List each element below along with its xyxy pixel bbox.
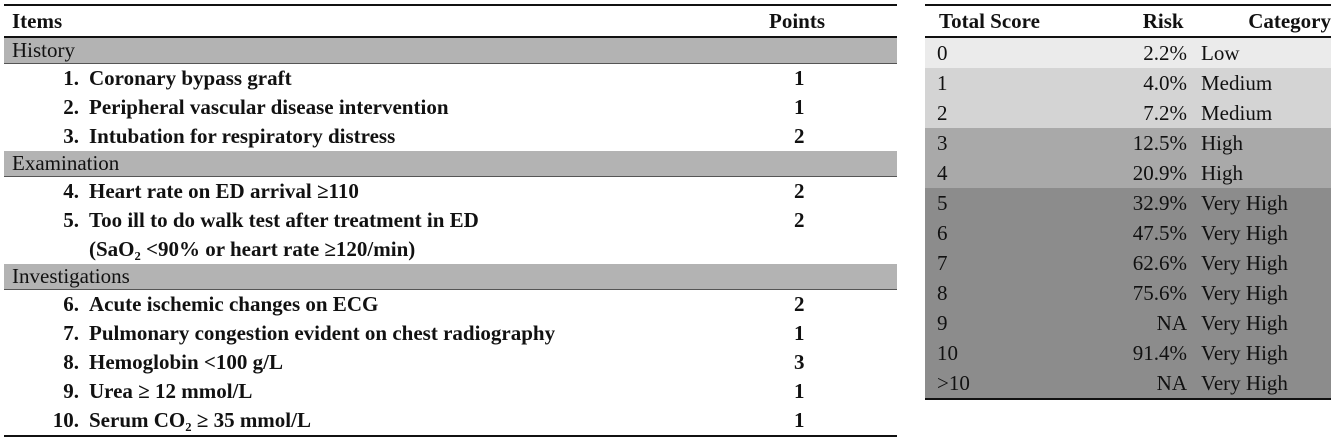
item-text: Intubation for respiratory distress (89, 124, 396, 148)
score-cell: 5 (937, 190, 948, 215)
risk-cell: 91.4% (1132, 340, 1187, 365)
risk-cell: 75.6% (1132, 280, 1187, 305)
score-cell: 9 (937, 310, 948, 335)
item-number: 5. (63, 208, 79, 232)
score-cell: 1 (937, 70, 948, 95)
category-cell: Low (1201, 40, 1240, 65)
item-text: Serum CO₂ ≥ 35 mmol/L (89, 408, 311, 432)
item-text: Acute ischemic changes on ECG (89, 292, 379, 316)
item-number: 8. (63, 350, 79, 374)
score-cell: 3 (937, 130, 948, 155)
section-investigations: Investigations (4, 264, 897, 290)
score-cell: 10 (937, 340, 958, 365)
category-cell: Very High (1201, 190, 1288, 215)
item-text-multiline (89, 206, 794, 264)
risk-cell: NA (1156, 370, 1187, 395)
table-row (4, 377, 897, 406)
section-history: History (4, 38, 897, 64)
table-row (925, 368, 1331, 398)
item-number: 1. (63, 66, 79, 90)
item-text: Hemoglobin <100 g/L (89, 350, 283, 374)
table-row (925, 308, 1331, 338)
table-row (925, 98, 1331, 128)
item-points: 1 (794, 321, 805, 345)
total-score-column-header: Total Score (939, 8, 1040, 33)
item-text: Too ill to do walk test after treatment in ED (89, 208, 479, 232)
risk-cell: 62.6% (1132, 250, 1187, 275)
category-cell: Medium (1201, 70, 1273, 95)
category-cell: Very High (1201, 280, 1288, 305)
risk-cell: 12.5% (1132, 130, 1187, 155)
category-cell: Medium (1201, 100, 1273, 125)
item-points: 2 (794, 292, 805, 316)
risk-score-table (925, 4, 1331, 400)
risk-cell: 32.9% (1132, 190, 1187, 215)
table-row (925, 68, 1331, 98)
item-text: Pulmonary congestion evident on chest radiography (89, 321, 556, 345)
table-row (4, 177, 897, 206)
table-row (925, 128, 1331, 158)
score-cell: 0 (937, 40, 948, 65)
table-row (4, 93, 897, 122)
table-row (4, 64, 897, 93)
category-cell: High (1201, 130, 1243, 155)
table-row (925, 338, 1331, 368)
item-number: 2. (63, 95, 79, 119)
item-text: Heart rate on ED arrival ≥110 (89, 179, 359, 203)
risk-cell: 4.0% (1143, 70, 1187, 95)
table-row (925, 188, 1331, 218)
items-column-header: Items (12, 8, 63, 33)
category-cell: Very High (1201, 220, 1288, 245)
risk-cell: 47.5% (1132, 220, 1187, 245)
item-points: 1 (794, 379, 805, 403)
section-examination: Examination (4, 151, 897, 177)
item-points: 2 (794, 124, 805, 148)
item-text: Coronary bypass graft (89, 66, 292, 90)
risk-cell: 2.2% (1143, 40, 1187, 65)
points-column-header: Points (769, 8, 826, 33)
table-row (4, 122, 897, 151)
table-row (925, 158, 1331, 188)
score-cell: 7 (937, 250, 948, 275)
table-row (925, 248, 1331, 278)
items-table (4, 4, 897, 437)
category-cell: Very High (1201, 340, 1288, 365)
item-number: 6. (63, 292, 79, 316)
score-cell: 4 (937, 160, 948, 185)
risk-cell: 7.2% (1143, 100, 1187, 125)
score-cell: 6 (937, 220, 948, 245)
score-cell: 8 (937, 280, 948, 305)
score-cell: >10 (937, 370, 970, 395)
item-number: 7. (63, 321, 79, 345)
table-row (4, 348, 897, 377)
item-points: 2 (794, 208, 805, 232)
category-cell: Very High (1201, 370, 1288, 395)
item-points: 1 (794, 408, 805, 432)
category-cell: High (1201, 160, 1243, 185)
item-number: 9. (63, 379, 79, 403)
category-cell: Very High (1201, 310, 1288, 335)
table-row (4, 406, 897, 435)
table-row (4, 206, 897, 264)
category-column-header: Category (1248, 8, 1331, 33)
table-row (925, 218, 1331, 248)
items-table-header (4, 6, 897, 38)
item-points: 2 (794, 179, 805, 203)
item-number: 10. (52, 408, 79, 432)
table-row (925, 278, 1331, 308)
table-row (4, 319, 897, 348)
item-points: 3 (794, 350, 805, 374)
item-text: Peripheral vascular disease intervention (89, 95, 449, 119)
risk-table-body (925, 38, 1331, 398)
item-number: 4. (63, 179, 79, 203)
score-cell: 2 (937, 100, 948, 125)
item-points: 1 (794, 95, 805, 119)
item-points: 1 (794, 66, 805, 90)
category-cell: Very High (1201, 250, 1288, 275)
item-number: 3. (63, 124, 79, 148)
risk-cell: 20.9% (1132, 160, 1187, 185)
risk-column-header: Risk (1142, 8, 1184, 33)
item-text-continued: (SaO₂ <90% or heart rate ≥120/min) (89, 237, 416, 261)
risk-table-header (925, 6, 1331, 38)
table-row (4, 290, 897, 319)
table-row (925, 38, 1331, 68)
risk-cell: NA (1156, 310, 1187, 335)
item-text: Urea ≥ 12 mmol/L (89, 379, 253, 403)
